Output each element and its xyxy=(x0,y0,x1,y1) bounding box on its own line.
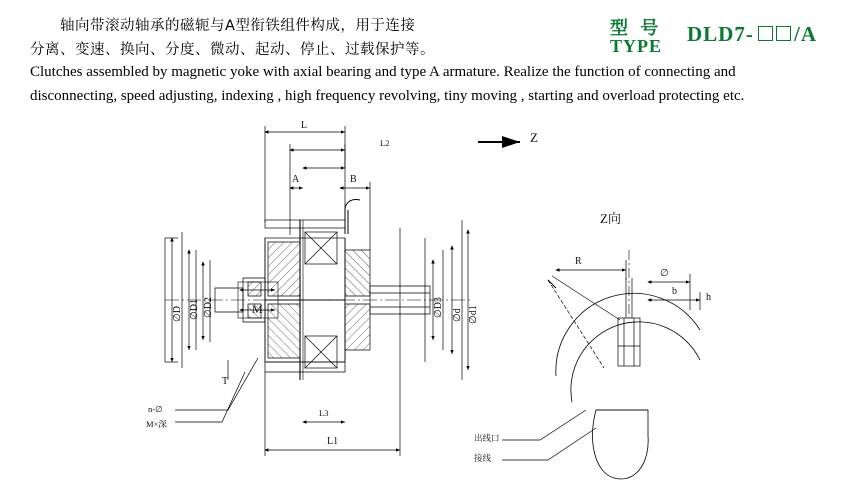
dim-label-detail-outlet: 出线口 xyxy=(474,433,500,443)
description-en-line-2: disconnecting, speed adjusting, indexing , high frequency revolving, tiny moving , starting and overload protecting etc. xyxy=(30,88,745,104)
dim-label-dia-d5: ∅d1 xyxy=(468,305,479,324)
dim-label-l1: L1 xyxy=(327,436,339,447)
dim-label-detail-b: b xyxy=(672,286,677,297)
dim-label-m: M xyxy=(252,302,263,316)
type-code-suffix: /A xyxy=(794,22,817,46)
dim-label-l: L xyxy=(301,120,308,131)
description-en-line-1: Clutches assembled by magnetic yoke with axial bearing and type A armature. Realize the function of connecting and xyxy=(30,64,736,80)
dim-label-dia-d4: ∅d xyxy=(452,308,463,322)
dim-label-detail-dia: ∅ xyxy=(660,268,669,279)
dim-label-t: T xyxy=(222,376,229,387)
view-label-main: Z xyxy=(530,130,538,145)
dim-label-detail-wiring: 接线 xyxy=(474,453,492,463)
dim-label-detail-h: h xyxy=(706,292,711,303)
drawing-svg xyxy=(0,110,859,486)
dim-label-detail-r: R xyxy=(575,256,582,267)
dim-label-dia-d: ∅D xyxy=(172,306,183,322)
dim-label-n-holes: n-∅ xyxy=(148,404,163,414)
dim-label-dia-d1: ∅D1 xyxy=(189,299,200,320)
type-code-placeholder-2 xyxy=(776,26,791,41)
technical-drawing xyxy=(0,110,859,486)
dim-label-a: A xyxy=(292,174,300,185)
dim-label-b: B xyxy=(350,174,357,185)
type-label-cn: 型 号 xyxy=(610,18,662,39)
dim-label-thread: M×深 xyxy=(146,419,167,429)
description-cn-line-2: 分离、变速、换向、分度、微动、起动、停止、过载保护等。 xyxy=(30,42,435,58)
description-cn-line-1: 轴向带滚动轴承的磁轭与A型衔铁组件构成，用于连接 xyxy=(60,18,416,34)
dim-label-l2: L2 xyxy=(380,138,390,148)
dim-label-dia-d2: ∅D2 xyxy=(203,297,214,318)
dim-label-l3: L3 xyxy=(319,408,329,418)
dim-label-dia-d3: ∅D3 xyxy=(433,297,444,318)
type-code-placeholder-1 xyxy=(758,26,773,41)
view-label-detail: Z向 xyxy=(600,211,621,226)
type-code-prefix: DLD7- xyxy=(687,22,754,46)
type-label-en: TYPE xyxy=(610,36,663,56)
